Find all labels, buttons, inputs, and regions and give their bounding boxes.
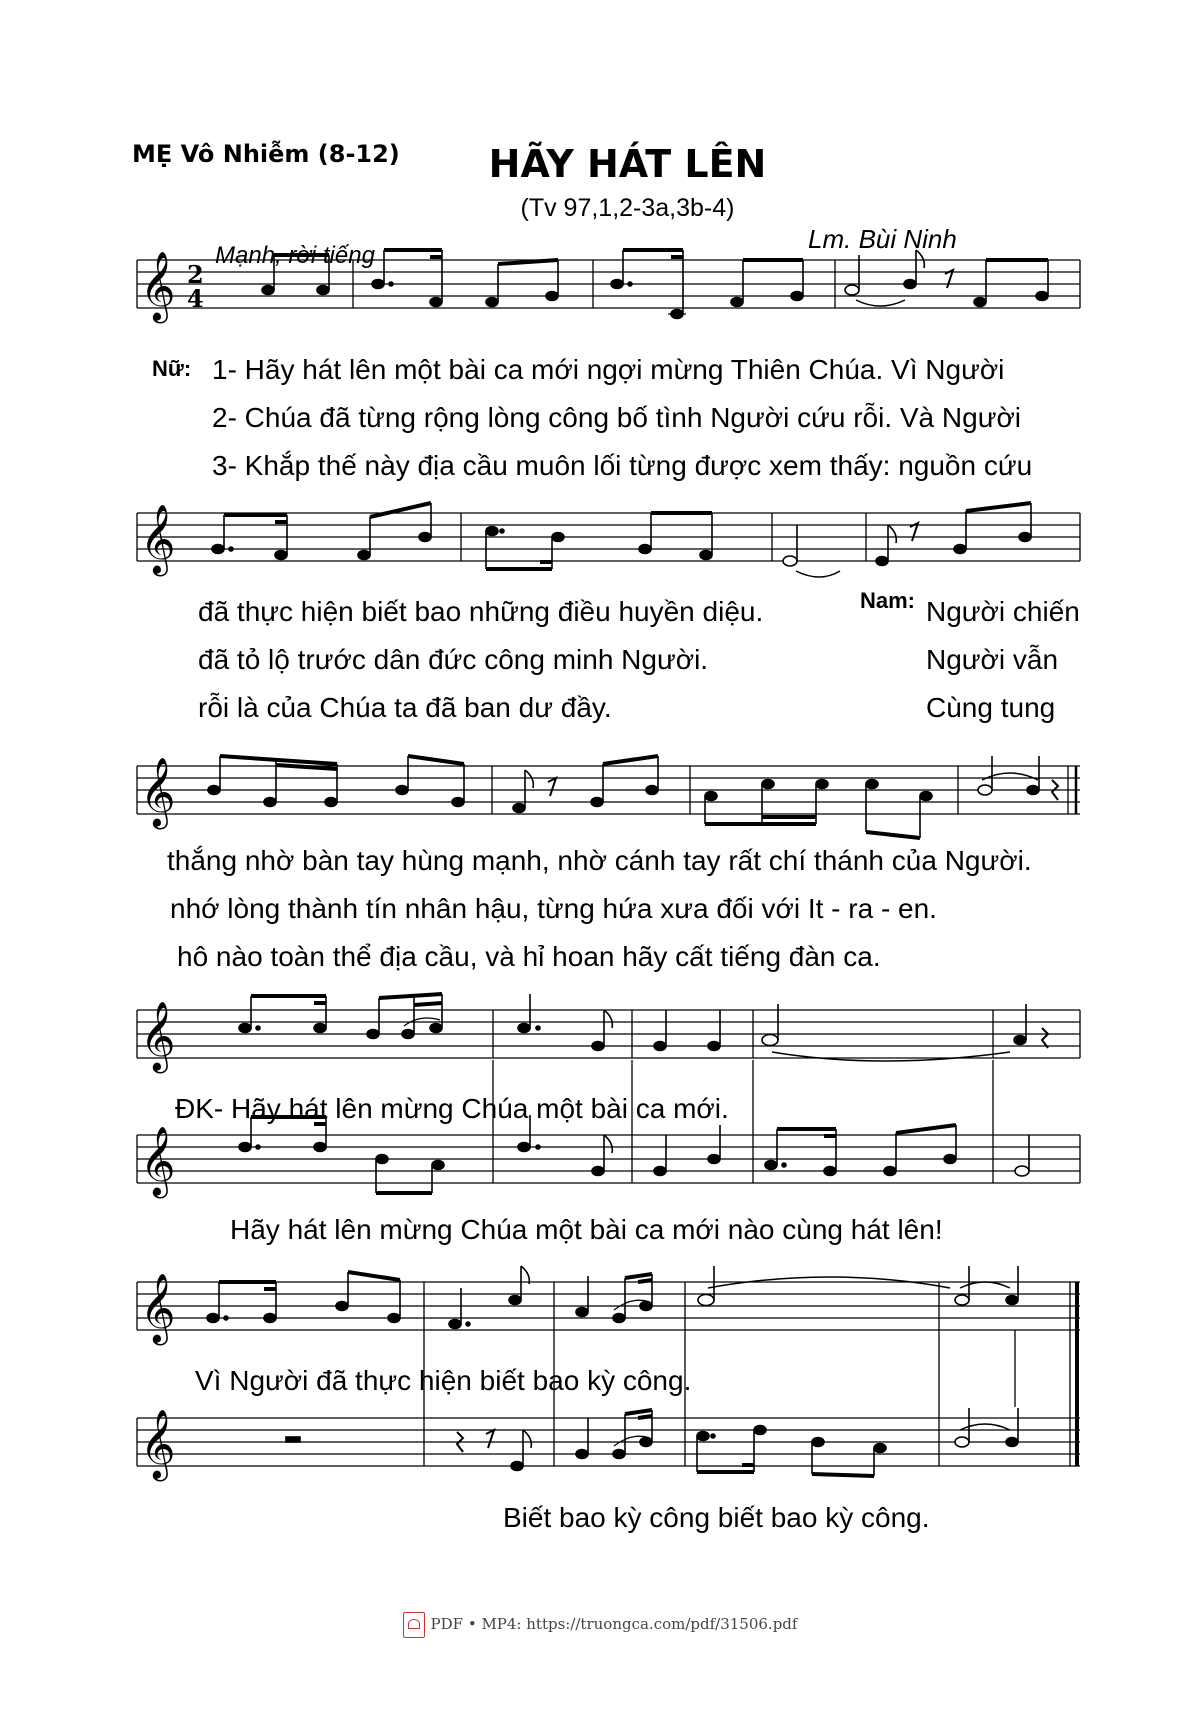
- refrain-staff-upper-1: [0, 1000, 1200, 1090]
- verse-3-line-3: hô nào toàn thể địa cầu, và hỉ hoan hãy cất tiếng đàn ca.: [177, 941, 881, 972]
- male-part-label: Nam:: [860, 588, 916, 613]
- music-staff-3: [0, 756, 1200, 846]
- treble-clef-icon: 𝄞: [140, 251, 176, 321]
- refrain-lyric-line-3: Vì Người đã thực hiện biết bao kỳ công.: [195, 1365, 692, 1396]
- pdf-icon: [403, 1612, 425, 1638]
- verse-1-line-1: 1- Hãy hát lên một bài ca mới ngợi mừng Thiên Chúa. Vì Người: [212, 354, 1005, 385]
- refrain-staff-lower-2: [0, 1408, 1200, 1498]
- treble-clef-icon: 𝄞: [140, 1273, 176, 1343]
- refrain-lyric-line-2: Hãy hát lên mừng Chúa một bài ca mới nào cùng hát lên!: [230, 1214, 943, 1245]
- treble-clef-icon: 𝄞: [140, 757, 176, 827]
- verse-3-line-1: 3- Khắp thế này địa cầu muôn lối từng được xem thấy: nguồn cứu: [212, 450, 1033, 481]
- time-signature-top: 2: [187, 260, 204, 289]
- music-staff-1: [0, 250, 1200, 340]
- footer-text[interactable]: PDF • MP4: https://truongca.com/pdf/31506.pdf: [430, 1615, 798, 1633]
- verse-2-line-2: đã tỏ lộ trước dân đức công minh Người.: [198, 644, 709, 675]
- verse-2-line-3: nhớ lòng thành tín nhân hậu, từng hứa xưa đối với It - ra - en.: [170, 893, 937, 924]
- music-staff-2: [0, 503, 1200, 593]
- time-signature-bottom: 4: [187, 284, 204, 313]
- verse-2-line-1: 2- Chúa đã từng rộng lòng công bố tình Người cứu rỗi. Và Người: [212, 402, 1022, 433]
- refrain-lyric-line-4: Biết bao kỳ công biết bao kỳ công.: [503, 1502, 930, 1533]
- psalm-reference: (Tv 97,1,2-3a,3b-4): [520, 194, 735, 222]
- treble-clef-icon: 𝄞: [140, 1409, 176, 1479]
- treble-clef-icon: 𝄞: [140, 1001, 176, 1071]
- verse-2-line-2-male: Người vẫn: [926, 644, 1059, 675]
- female-part-label: Nữ:: [152, 356, 192, 381]
- treble-clef-icon: 𝄞: [140, 1126, 176, 1196]
- verse-1-line-2-male: Người chiến: [926, 596, 1080, 627]
- refrain-staff-upper-2: [0, 1272, 1200, 1362]
- song-title: HÃY HÁT LÊN: [488, 142, 767, 186]
- verse-3-line-2: rỗi là của Chúa ta đã ban dư đầy.: [198, 692, 612, 723]
- refrain-lyric-line-1: ĐK- Hãy hát lên mừng Chúa một bài ca mới.: [175, 1093, 729, 1124]
- footer-link[interactable]: [0, 1612, 1200, 1638]
- verse-1-line-3: thắng nhờ bàn tay hùng mạnh, nhờ cánh tay rất chí thánh của Người.: [167, 845, 1032, 876]
- verse-1-line-2: đã thực hiện biết bao những điều huyền diệu.: [198, 596, 764, 627]
- refrain-staff-lower-1: [0, 1125, 1200, 1215]
- occasion-label: MẸ Vô Nhiễm (8-12): [132, 140, 400, 168]
- tempo-marking: Mạnh, rời tiếng: [215, 242, 375, 269]
- verse-3-line-2-male: Cùng tung: [926, 692, 1056, 723]
- treble-clef-icon: 𝄞: [140, 504, 176, 574]
- composer-name: Lm. Bùi Ninh: [808, 224, 957, 254]
